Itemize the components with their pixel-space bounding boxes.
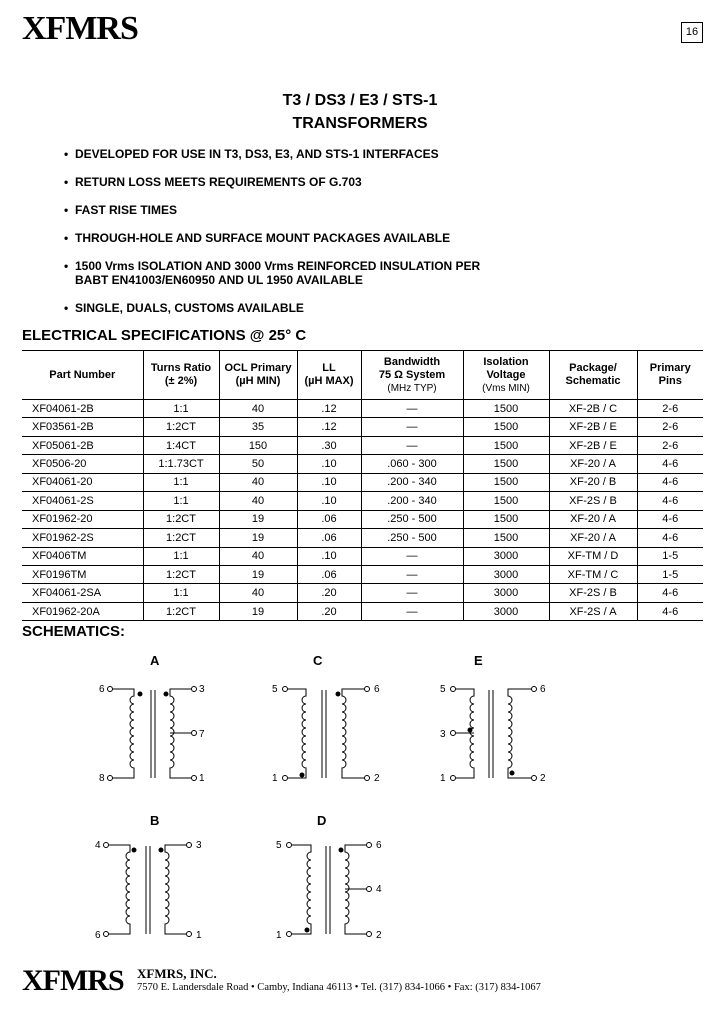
footer-address: 7570 E. Landersdale Road • Camby, Indiana 46113 • Tel. (317) 834-1066 • Fax: (317) 834-1067: [137, 982, 541, 993]
feature-item: [64, 231, 450, 245]
pin-number: 1: [196, 930, 202, 941]
page-number: 16: [681, 22, 703, 43]
table-cell: XF01962-20A: [22, 602, 143, 620]
pin-number: 3: [440, 729, 446, 740]
table-cell: 4-6: [637, 473, 703, 491]
table-cell: XF03561-2B: [22, 418, 143, 436]
schematics-heading: SCHEMATICS:: [22, 623, 126, 640]
table-cell: .250 - 500: [361, 510, 463, 528]
pin-number: 6: [99, 684, 105, 695]
feature-item: [64, 203, 177, 217]
table-cell: .200 - 340: [361, 473, 463, 491]
col-header-leakage: LL (µH MAX): [297, 351, 361, 400]
footer-logo: XFMRS: [22, 964, 124, 997]
table-cell: 4-6: [637, 584, 703, 602]
pin-number: 6: [376, 840, 382, 851]
table-row: [22, 529, 703, 547]
schematic-label: D: [317, 813, 327, 828]
table-cell: .06: [297, 565, 361, 583]
col-header-isolation: Isolation Voltage (Vms MIN): [463, 351, 549, 400]
table-cell: 40: [219, 584, 297, 602]
pin-number: 5: [272, 684, 278, 695]
table-row: [22, 565, 703, 583]
table-cell: 2-6: [637, 418, 703, 436]
table-row: [22, 455, 703, 473]
table-cell: XF-TM / C: [549, 565, 637, 583]
table-cell: 1:4CT: [143, 436, 219, 454]
schematics-drawing: [0, 650, 720, 950]
table-cell: 1:2CT: [143, 602, 219, 620]
table-cell: 1:2CT: [143, 565, 219, 583]
feature-item: [64, 147, 439, 161]
table-cell: 1:1: [143, 400, 219, 418]
table-cell: XF-2S / B: [549, 584, 637, 602]
schematic-a: [99, 653, 205, 784]
table-cell: 150: [219, 436, 297, 454]
table-cell: XF0406TM: [22, 547, 143, 565]
table-cell: —: [361, 436, 463, 454]
table-cell: 3000: [463, 547, 549, 565]
table-cell: 19: [219, 602, 297, 620]
table-cell: .200 - 340: [361, 492, 463, 510]
table-cell: XF01962-2S: [22, 529, 143, 547]
table-cell: 1-5: [637, 547, 703, 565]
bullet: •: [64, 231, 69, 245]
schematic-b: [95, 813, 202, 941]
table-cell: 1500: [463, 529, 549, 547]
table-row: [22, 436, 703, 454]
table-cell: 3000: [463, 584, 549, 602]
table-row: [22, 400, 703, 418]
table-cell: XF-TM / D: [549, 547, 637, 565]
col-header-package: Package/ Schematic: [549, 351, 637, 400]
table-cell: 2-6: [637, 436, 703, 454]
table-cell: 19: [219, 529, 297, 547]
table-cell: XF04061-2S: [22, 492, 143, 510]
table-cell: 40: [219, 473, 297, 491]
table-cell: 1500: [463, 510, 549, 528]
table-cell: XF-20 / A: [549, 510, 637, 528]
table-cell: 1:1: [143, 547, 219, 565]
col-header-bandwidth: Bandwidth 75 Ω System (MHz TYP): [361, 351, 463, 400]
table-cell: —: [361, 418, 463, 436]
table-cell: 3000: [463, 602, 549, 620]
table-cell: 1:2CT: [143, 510, 219, 528]
feature-item: [64, 259, 480, 287]
table-cell: 1500: [463, 418, 549, 436]
bullet: •: [64, 301, 69, 315]
feature-text: 1500 Vrms ISOLATION AND 3000 Vrms REINFORCED INSULATION PER: [75, 259, 481, 273]
col-header-turns-ratio: Turns Ratio (± 2%): [143, 351, 219, 400]
table-cell: .30: [297, 436, 361, 454]
table-cell: 4-6: [637, 529, 703, 547]
pin-number: 2: [374, 773, 380, 784]
table-cell: —: [361, 584, 463, 602]
pin-number: 6: [540, 684, 546, 695]
table-cell: 4-6: [637, 510, 703, 528]
pin-number: 3: [196, 840, 202, 851]
header-logo: XFMRS: [22, 10, 138, 47]
table-cell: 19: [219, 510, 297, 528]
bullet: •: [64, 203, 69, 217]
table-cell: XF-2S / A: [549, 602, 637, 620]
table-cell: 1500: [463, 455, 549, 473]
pin-number: 6: [374, 684, 380, 695]
footer-company: XFMRS, INC.: [137, 966, 217, 981]
table-cell: .06: [297, 529, 361, 547]
pin-number: 1: [199, 773, 205, 784]
table-cell: XF-20 / A: [549, 529, 637, 547]
table-cell: .12: [297, 418, 361, 436]
pin-number: 1: [440, 773, 446, 784]
table-cell: 1:1: [143, 584, 219, 602]
table-cell: XF-2B / C: [549, 400, 637, 418]
table-cell: .10: [297, 455, 361, 473]
table-cell: XF05061-2B: [22, 436, 143, 454]
table-cell: .20: [297, 602, 361, 620]
table-cell: 35: [219, 418, 297, 436]
table-cell: XF04061-2SA: [22, 584, 143, 602]
table-cell: 1500: [463, 473, 549, 491]
table-cell: —: [361, 565, 463, 583]
table-cell: 1500: [463, 400, 549, 418]
table-row: [22, 510, 703, 528]
feature-text: SINGLE, DUALS, CUSTOMS AVAILABLE: [75, 301, 304, 315]
schematic-label: A: [150, 653, 160, 668]
feature-text: FAST RISE TIMES: [75, 203, 178, 217]
pin-number: 3: [199, 684, 205, 695]
pin-number: 2: [540, 773, 546, 784]
table-row: [22, 492, 703, 510]
table-cell: 1500: [463, 492, 549, 510]
pin-number: 2: [376, 930, 382, 941]
table-header-row: [22, 351, 703, 400]
table-cell: 2-6: [637, 400, 703, 418]
table-cell: 1:1: [143, 473, 219, 491]
table-cell: .20: [297, 584, 361, 602]
table-row: [22, 547, 703, 565]
table-cell: 1-5: [637, 565, 703, 583]
table-cell: 1500: [463, 436, 549, 454]
table-cell: XF-2B / E: [549, 436, 637, 454]
table-cell: .10: [297, 473, 361, 491]
pin-number: 4: [95, 840, 101, 851]
table-cell: XF04061-2B: [22, 400, 143, 418]
feature-text: RETURN LOSS MEETS REQUIREMENTS OF G.703: [75, 175, 362, 189]
title-line-2: TRANSFORMERS: [292, 115, 428, 132]
title-line-1: T3 / DS3 / E3 / STS-1: [282, 92, 438, 109]
bullet: •: [64, 175, 69, 189]
col-header-part-number: Part Number: [22, 351, 143, 400]
pin-number: 1: [276, 930, 282, 941]
table-cell: 4-6: [637, 602, 703, 620]
table-cell: XF0506-20: [22, 455, 143, 473]
schematic-label: C: [313, 653, 323, 668]
table-cell: —: [361, 602, 463, 620]
table-cell: 4-6: [637, 455, 703, 473]
pin-number: 5: [440, 684, 446, 695]
feature-text: DEVELOPED FOR USE IN T3, DS3, E3, AND STS-1 INTERFACES: [75, 147, 439, 161]
schematic-d: [276, 813, 382, 941]
pin-number: 4: [376, 884, 382, 895]
pin-number: 6: [95, 930, 101, 941]
table-cell: .060 - 300: [361, 455, 463, 473]
col-header-primary-pins: Primary Pins: [637, 351, 703, 400]
col-header-ocl-primary: OCL Primary (µH MIN): [219, 351, 297, 400]
feature-item: [64, 175, 362, 189]
table-cell: .10: [297, 547, 361, 565]
table-row: [22, 602, 703, 620]
table-cell: .06: [297, 510, 361, 528]
feature-item: [64, 301, 304, 315]
feature-text: THROUGH-HOLE AND SURFACE MOUNT PACKAGES AVAILABLE: [75, 231, 451, 245]
table-cell: XF-2S / B: [549, 492, 637, 510]
table-row: [22, 418, 703, 436]
table-cell: 1:2CT: [143, 418, 219, 436]
table-cell: XF-20 / A: [549, 455, 637, 473]
bullet: •: [64, 147, 69, 161]
table-cell: .12: [297, 400, 361, 418]
table-cell: 40: [219, 547, 297, 565]
pin-number: 7: [199, 729, 205, 740]
electrical-heading: ELECTRICAL SPECIFICATIONS @ 25° C: [22, 327, 307, 344]
pin-number: 1: [272, 773, 278, 784]
schematic-e: [440, 653, 546, 784]
table-cell: XF0196TM: [22, 565, 143, 583]
table-cell: 40: [219, 492, 297, 510]
table-cell: —: [361, 547, 463, 565]
electrical-spec-table: [22, 350, 703, 621]
table-cell: —: [361, 400, 463, 418]
table-cell: XF-20 / B: [549, 473, 637, 491]
table-row: [22, 584, 703, 602]
table-cell: .250 - 500: [361, 529, 463, 547]
schematic-label: E: [474, 653, 483, 668]
table-cell: 1:2CT: [143, 529, 219, 547]
table-cell: .10: [297, 492, 361, 510]
table-cell: 1:1.73CT: [143, 455, 219, 473]
table-cell: 4-6: [637, 492, 703, 510]
feature-text: BABT EN41003/EN60950 AND UL 1950 AVAILABLE: [75, 273, 363, 287]
table-row: [22, 473, 703, 491]
schematic-label: B: [150, 813, 160, 828]
table-cell: XF01962-20: [22, 510, 143, 528]
pin-number: 5: [276, 840, 282, 851]
bullet: •: [64, 259, 69, 273]
table-cell: 19: [219, 565, 297, 583]
table-cell: 40: [219, 400, 297, 418]
pin-number: 8: [99, 773, 105, 784]
table-cell: 3000: [463, 565, 549, 583]
table-cell: 1:1: [143, 492, 219, 510]
table-cell: 50: [219, 455, 297, 473]
schematic-c: [272, 653, 380, 784]
table-cell: XF-2B / E: [549, 418, 637, 436]
table-cell: XF04061-20: [22, 473, 143, 491]
